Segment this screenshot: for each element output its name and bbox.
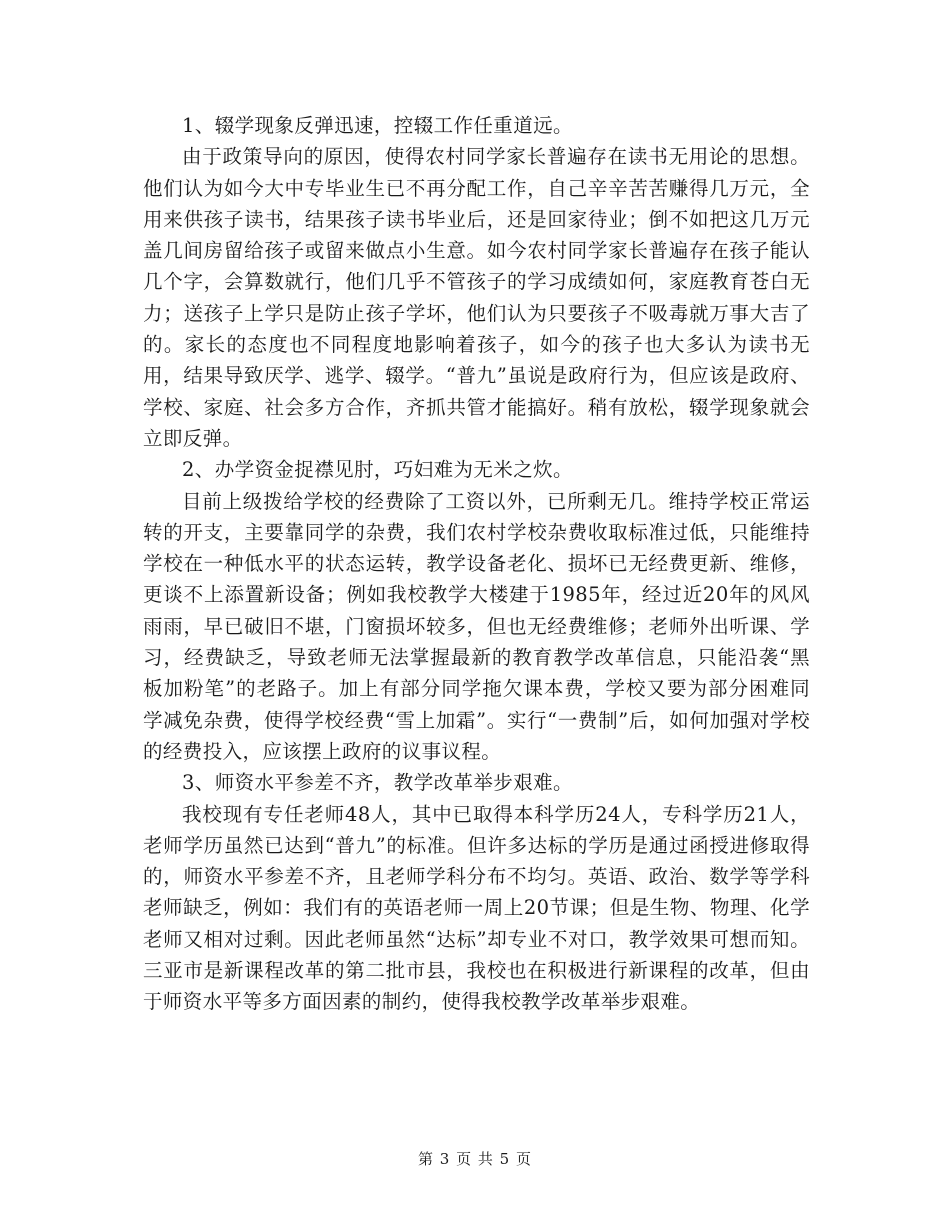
paragraph-funding-explanation: 目前上级拨给学校的经费除了工资以外，已所剩无几。维持学校正常运转的开支，主要靠同学的杂费，我们农村学校杂费收取标准过低，只能维持学校在一种低水平的状态运转，教学设备老化、损坏已无经费更新、维修，更谈不上添置新设备；例如我校教学大楼建于1985年，经过近20年的风风雨雨，早已破旧不堪，门窗损坏较多，但也无经费维修；老师外出听课、学习，经费缺乏，导致老师无法掌握最新的教育教学改革信息，只能沿袭“黑板加粉笔”的老路子。加上有部分同学拖欠课本费，学校又要为部分困难同学减免杂费，使得学校经费“雪上加霜”。实行“一费制”后，如何加强对学校的经费投入，应该摆上政府的议事议程。 xyxy=(143,489,810,763)
heading-funding-shortage: 2、办学资金捉襟见肘，巧妇难为无米之炊。 xyxy=(182,458,573,482)
paragraph-teacher-explanation: 我校现有专任老师48人，其中已取得本科学历24人，专科学历21人，老师学历虽然已达到“普九”的标准。但许多达标的学历是通过函授进修取得的，师资水平参差不齐，且老师学科分布不均匀。英语、政治、数学等学科老师缺乏，例如：我们有的英语老师一周上20节课；但是生物、物理、化学老师又相对过剩。因此老师虽然“达标”却专业不对口，教学效果可想而知。三亚市是新课程改革的第二批市县，我校也在积极进行新课程的改革，但由于师资水平等多方面因素的制约，使得我校教学改革举步艰难。 xyxy=(143,802,810,1014)
page-number-label: 第 3 页 共 5 页 xyxy=(418,1150,532,1168)
heading-teacher-quality: 3、师资水平参差不齐，教学改革举步艰难。 xyxy=(182,771,573,795)
document-page xyxy=(143,110,810,1018)
heading-dropout-rebound: 1、辍学现象反弹迅速，控辍工作任重道远。 xyxy=(182,114,573,137)
paragraph-dropout-explanation: 由于政策导向的原因，使得农村同学家长普遍存在读书无用论的思想。他们认为如今大中专毕业生已不再分配工作，自己辛辛苦苦赚得几万元，全用来供孩子读书，结果孩子读书毕业后，还是回家待业；倒不如把这几万元盖几间房留给孩子或留来做点小生意。如今农村同学家长普遍存在孩子能认几个字，会算数就行，他们几乎不管孩子的学习成绩如何，家庭教育苍白无力；送孩子上学只是防止孩子学坏，他们认为只要孩子不吸毒就万事大吉了的。家长的态度也不同程度地影响着孩子，如今的孩子也大多认为读书无用，结果导致厌学、逃学、辍学。“普九”虽说是政府行为，但应该是政府、学校、家庭、社会多方合作，齐抓共管才能搞好。稍有放松，辍学现象就会立即反弹。 xyxy=(143,145,810,450)
page-number-footer xyxy=(0,1148,950,1169)
